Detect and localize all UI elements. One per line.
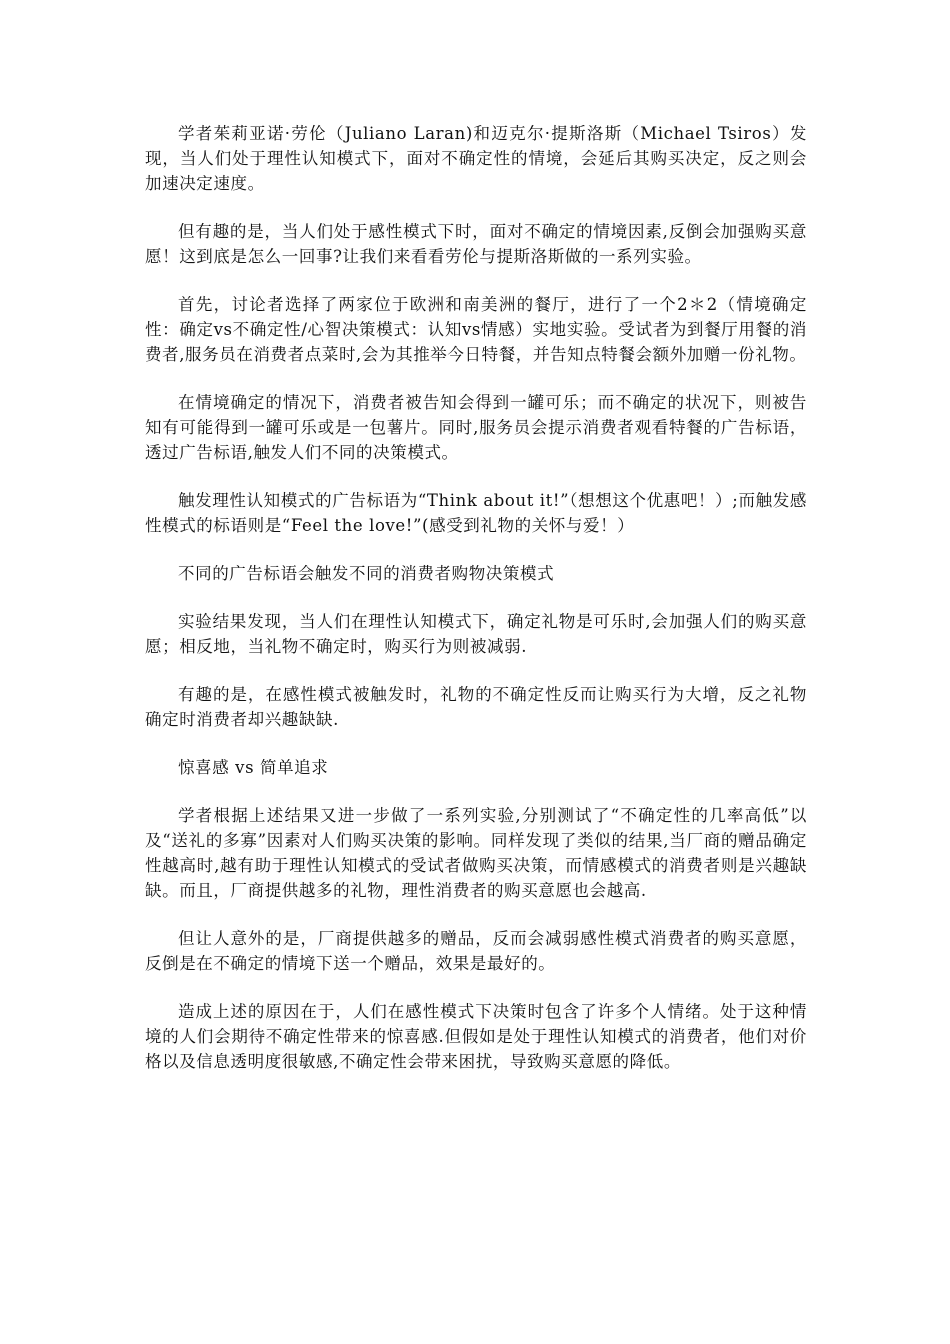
paragraph-results-emotional: 有趣的是，在感性模式被触发时，礼物的不确定性反而让购买行为大增，反之礼物确定时消费者却兴趣缺缺.: [145, 685, 807, 729]
paragraph-intro: 学者茱莉亚诺·劳伦（Juliano Laran)和迈克尔·提斯洛斯（Michael Tsiros）发现，当人们处于理性认知模式下，面对不确定性的情境，会延后其购买决定，反之则会加速决定速度。: [145, 124, 807, 193]
article-body: [145, 121, 807, 1097]
section-heading-slogans: 不同的广告标语会触发不同的消费者购物决策模式: [178, 564, 555, 583]
section-heading-surprise: 惊喜感 vs 简单追求: [178, 758, 329, 777]
paragraph-interesting: 但有趣的是，当人们处于感性模式下时，面对不确定的情境因素,反倒会加强购买意愿！这到底是怎么一回事?让我们来看看劳伦与提斯洛斯做的一系列实验。: [145, 222, 807, 266]
paragraph-experiment-setup: 首先，讨论者选择了两家位于欧洲和南美洲的餐厅，进行了一个2＊2（情境确定性：确定vs不确定性/心智决策模式：认知vs情感）实地实验。受试者为到餐厅用餐的消费者,服务员在消费者点菜时,会为其推举今日特餐，并告知点特餐会额外加赠一份礼物。: [145, 295, 807, 364]
paragraph-results-rational: 实验结果发现，当人们在理性认知模式下，确定礼物是可乐时,会加强人们的购买意愿；相反地，当礼物不确定时，购买行为则被减弱.: [145, 612, 807, 656]
paragraph-slogans: 触发理性认知模式的广告标语为“Think about it!”（想想这个优惠吧！）;而触发感性模式的标语则是“Feel the love!”(感受到礼物的关怀与爱！）: [145, 491, 807, 535]
paragraph-further-experiments: 学者根据上述结果又进一步做了一系列实验,分别测试了“不确定性的几率高低”以及“送礼的多寡”因素对人们购买决策的影响。同样发现了类似的结果,当厂商的赠品确定性越高时,越有助于理性认知模式的受试者做购买决策，而情感模式的消费者则是兴趣缺缺。而且，厂商提供越多的礼物，理性消费者的购买意愿也会越高.: [145, 806, 807, 900]
paragraph-conditions: 在情境确定的情况下，消费者被告知会得到一罐可乐；而不确定的状况下，则被告知有可能得到一罐可乐或是一包薯片。同时,服务员会提示消费者观看特餐的广告标语，透过广告标语,触发人们不同的决策模式。: [145, 393, 807, 462]
paragraph-surprising-result: 但让人意外的是，厂商提供越多的赠品，反而会减弱感性模式消费者的购买意愿，反倒是在不确定的情境下送一个赠品，效果是最好的。: [145, 929, 807, 973]
paragraph-explanation: 造成上述的原因在于，人们在感性模式下决策时包含了许多个人情绪。处于这种情境的人们会期待不确定性带来的惊喜感.但假如是处于理性认知模式的消费者，他们对价格以及信息透明度很敏感,不确定性会带来困扰，导致购买意愿的降低。: [145, 1002, 807, 1071]
